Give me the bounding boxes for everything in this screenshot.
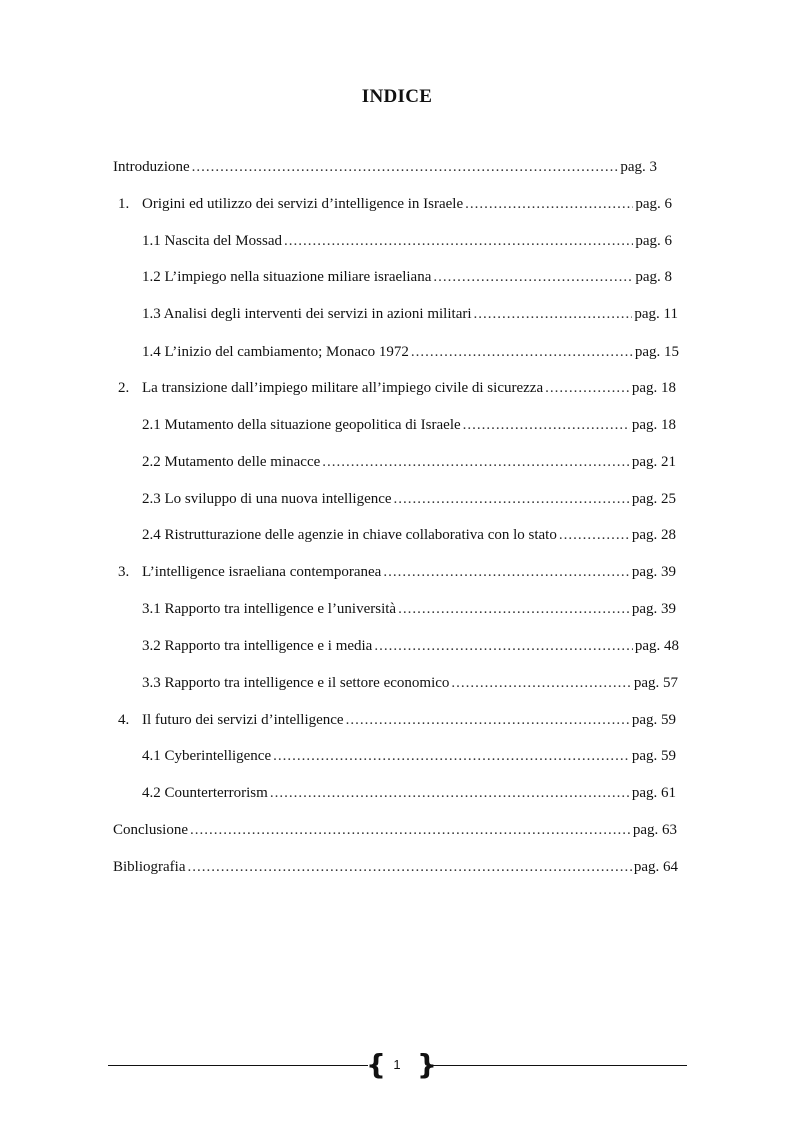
toc-entry-label: 3.1 Rapporto tra intelligence e l’università [142, 601, 397, 617]
left-brace-icon: { [366, 1048, 386, 1081]
toc-entry-section-1-4 [142, 342, 679, 362]
toc-entry-section-1-1 [142, 231, 672, 251]
toc-entry-label: 4.1 Cyberintelligence [142, 748, 272, 764]
toc-entry-page: pag. 59 [631, 712, 676, 728]
toc-entry-label: Conclusione [113, 822, 188, 838]
toc-entry-label: Bibliografia [113, 859, 186, 875]
toc-entry-number: 4. [118, 712, 130, 728]
toc-entry-number: 3. [118, 564, 130, 580]
toc-leader-dots [474, 304, 633, 324]
toc-entry-page: pag. 21 [631, 454, 676, 470]
toc-entry-section-4-2 [142, 783, 676, 803]
toc-leader-dots [284, 231, 633, 251]
toc-leader-dots [433, 267, 633, 287]
toc-entry-section-3-3 [142, 673, 678, 693]
toc-entry-page: pag. 61 [631, 785, 676, 801]
toc-entry-label: L’intelligence israeliana contemporanea [142, 564, 382, 580]
toc-leader-dots [383, 562, 629, 582]
toc-entry-number: 2. [118, 380, 130, 396]
toc-entry-page: pag. 25 [631, 491, 676, 507]
toc-leader-dots [411, 342, 633, 362]
toc-entry-chapter-3 [118, 562, 676, 582]
toc-entry-section-2-1 [142, 415, 676, 435]
toc-leader-dots [270, 783, 630, 803]
toc-entry-label: La transizione dall’impiego militare all’impiego civile di sicurezza [142, 380, 544, 396]
toc-entry-section-1-3 [142, 304, 678, 324]
toc-entry-page: pag. 48 [634, 638, 679, 654]
right-brace-icon: } [417, 1048, 437, 1081]
toc-leader-dots [451, 673, 631, 693]
toc-entry-label: 2.2 Mutamento delle minacce [142, 454, 321, 470]
toc-entry-page: pag. 18 [631, 380, 676, 396]
toc-entry-introduzione [113, 157, 657, 177]
toc-entry-label: 1.2 L’impiego nella situazione miliare israeliana [142, 269, 432, 285]
toc-entry-bibliografia [113, 857, 678, 877]
toc-entry-page: pag. 59 [631, 748, 676, 764]
toc-entry-label: Il futuro dei servizi d’intelligence [142, 712, 344, 728]
toc-entry-label: 3.2 Rapporto tra intelligence e i media [142, 638, 373, 654]
toc-leader-dots [273, 746, 630, 766]
toc-leader-dots [374, 636, 632, 656]
toc-entry-section-3-1 [142, 599, 676, 619]
toc-entry-conclusione [113, 820, 677, 840]
toc-leader-dots [463, 415, 630, 435]
toc-entry-page: pag. 63 [632, 822, 677, 838]
toc-entry-label: 1.3 Analisi degli interventi dei servizi in azioni militari [142, 306, 472, 322]
toc-entry-label: 3.3 Rapporto tra intelligence e il settore economico [142, 675, 450, 691]
toc-entry-label: 2.1 Mutamento della situazione geopolitica di Israele [142, 417, 461, 433]
toc-leader-dots [346, 710, 630, 730]
toc-leader-dots [398, 599, 630, 619]
toc-entry-section-1-2 [142, 267, 672, 287]
toc-entry-page: pag. 28 [631, 527, 676, 543]
toc-leader-dots [394, 489, 630, 509]
toc-leader-dots [545, 378, 630, 398]
toc-entry-page: pag. 11 [634, 306, 678, 322]
toc-entry-chapter-4 [118, 710, 676, 730]
toc-entry-chapter-2 [118, 378, 676, 398]
toc-entry-section-2-3 [142, 489, 676, 509]
footer-rule-left [108, 1065, 368, 1066]
toc-entry-label: Introduzione [113, 159, 190, 175]
toc-entry-page: pag. 18 [631, 417, 676, 433]
toc-entry-page: pag. 15 [634, 344, 679, 360]
toc-leader-dots [322, 452, 630, 472]
toc-entry-page: pag. 39 [631, 601, 676, 617]
toc-entry-page: pag. 8 [635, 269, 672, 285]
toc-leader-dots [190, 820, 631, 840]
toc-leader-dots [192, 157, 619, 177]
toc-entry-label: 4.2 Counterterrorism [142, 785, 268, 801]
toc-entry-section-4-1 [142, 746, 676, 766]
toc-entry-page: pag. 6 [635, 233, 672, 249]
toc-entry-section-3-2 [142, 636, 679, 656]
footer-page-number: 1 [393, 1057, 401, 1072]
toc-entry-page: pag. 64 [633, 859, 678, 875]
toc-entry-label: 2.3 Lo sviluppo di una nuova intelligence [142, 491, 392, 507]
toc-entry-number: 1. [118, 196, 130, 212]
toc-entry-page: pag. 57 [633, 675, 678, 691]
toc-entry-label: 1.4 L’inizio del cambiamento; Monaco 1972 [142, 344, 409, 360]
toc-leader-dots [559, 525, 630, 545]
toc-leader-dots [187, 857, 631, 877]
footer-rule-right [427, 1065, 687, 1066]
toc-entry-page: pag. 3 [620, 159, 657, 175]
toc-entry-page: pag. 6 [635, 196, 672, 212]
toc-entry-label: Origini ed utilizzo dei servizi d’intelligence in Israele [142, 196, 464, 212]
toc-entry-section-2-2 [142, 452, 676, 472]
page-title: INDICE [361, 86, 433, 107]
toc-entry-chapter-1 [118, 194, 672, 214]
toc-entry-label: 2.4 Ristrutturazione delle agenzie in chiave collaborativa con lo stato [142, 527, 557, 543]
toc-entry-label: 1.1 Nascita del Mossad [142, 233, 282, 249]
toc-leader-dots [465, 194, 633, 214]
toc-entry-section-2-4 [142, 525, 676, 545]
toc-entry-page: pag. 39 [631, 564, 676, 580]
